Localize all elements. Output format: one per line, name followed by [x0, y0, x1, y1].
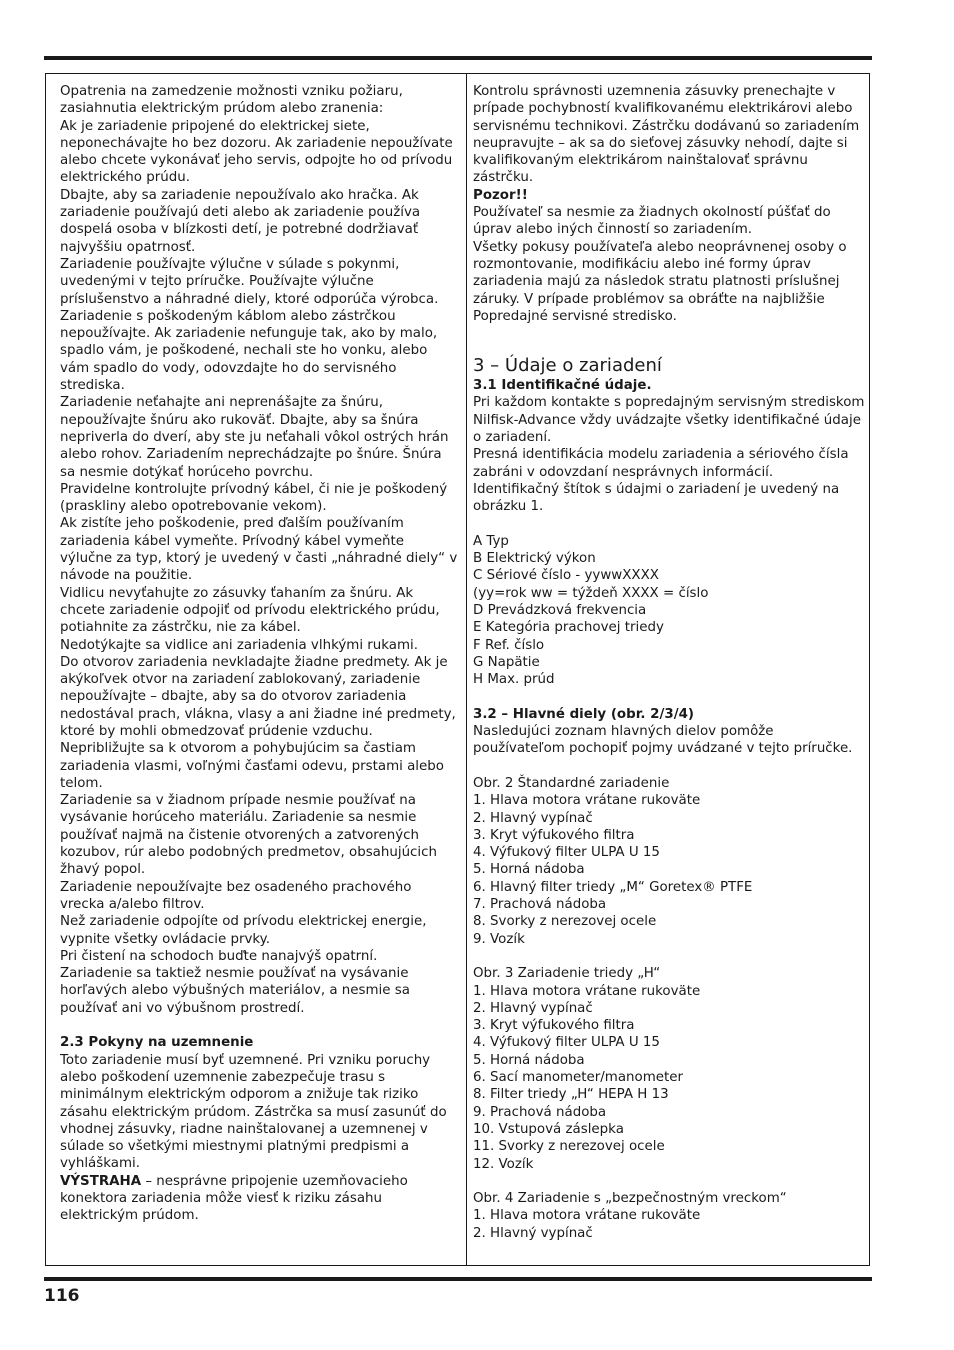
paragraph: 4. Výfukový filter ULPA U 15: [473, 845, 660, 861]
paragraph: 2. Hlavný vypínač: [473, 810, 593, 826]
paragraph: 4. Výfukový filter ULPA U 15: [473, 1035, 660, 1051]
paragraph: 7. Prachová nádoba: [473, 897, 607, 913]
paragraph: Nasledujúci zoznam hlavných dielov pomôže používateľom pochopiť pojmy uvádzané v tejto príručke.: [473, 724, 853, 757]
subsection-heading: Pozor!!: [473, 187, 528, 203]
paragraph: H Max. prúd: [473, 672, 555, 688]
paragraph: 10. Vstupová záslepka: [473, 1121, 624, 1137]
warning-text: – nesprávne pripojenie uzemňovacieho konektora zariadenia môže viesť k riziku zásahu elektrickým prúdom.: [60, 1173, 408, 1224]
subsection-heading: 3.1 Identifikačné údaje.: [473, 378, 652, 394]
paragraph: Zariadenie sa taktiež nesmie používať na vysávanie horľavých alebo výbušných materiálov, a nesmie sa používať ani vo výbušnom prostredí.: [60, 966, 410, 1016]
paragraph: 1. Hlava motora vrátane rukoväte: [473, 1208, 701, 1224]
top-rule: [44, 56, 872, 60]
spacer: [473, 689, 865, 706]
paragraph: F Ref. číslo: [473, 637, 545, 653]
spacer: [473, 1173, 865, 1190]
paragraph: 1. Hlava motora vrátane rukoväte: [473, 983, 701, 999]
paragraph: Zariadenie neťahajte ani neprenášajte za šnúru, nepoužívajte šnúru ako rukoväť. Dbajte, aby sa šnúra nepriverla do dverí, aby ste ju neťahali vôkol ostrých hrán alebo rohov. Zariadením neprechádzajte po šnúre. Šnúra sa nesmie dotýkať horúceho povrchu.: [60, 395, 449, 480]
paragraph: Ak zistíte jeho poškodenie, pred ďalším používaním zariadenia kábel vymeňte. Prívodný kábel vymeňte výlučne za typ, ktorý je uvedený v časti „náhradné diely“ v návode na použitie.: [60, 516, 458, 584]
paragraph: E Kategória prachovej triedy: [473, 620, 664, 636]
paragraph: Zariadenie používajte výlučne v súlade s pokynmi, uvedenými v tejto príručke. Používajte výlučne príslušenstvo a náhradné diely, ktoré odporúča výrobca.: [60, 256, 439, 307]
paragraph: Zariadenie sa v žiadnom prípade nesmie používať na vysávanie horúceho materiálu. Zariadenie sa nesmie používať najmä na čistenie otvorených a zatvorených kozubov, rúr alebo podobných predmetov, obsahujúcich žhavý popol.: [60, 793, 437, 878]
paragraph: 9. Prachová nádoba: [473, 1104, 607, 1120]
paragraph: 6. Hlavný filter triedy „M“ Goretex® PTFE: [473, 879, 753, 895]
paragraph: Toto zariadenie musí byť uzemnené. Pri vzniku poruchy alebo poškodení uzemnenie zabezpečuje trasu s minimálnym elektrickým odporom a znižuje tak riziko zásahu elektrickým prúdom. Zástrčka sa musí zasunúť do vhodnej zásuvky, riadne nainštalovanej a uzemnenej v súlade so všetkými miestnymi platnými predpismi a vyhláškami.: [60, 1052, 447, 1172]
paragraph: (yy=rok ww = týždeň XXXX = číslo: [473, 585, 709, 601]
paragraph: A Typ: [473, 533, 509, 549]
section-heading: 3 – Údaje o zariadení: [473, 355, 662, 377]
paragraph: Nedotýkajte sa vidlice ani zariadenia vlhkými rukami.: [60, 637, 419, 653]
paragraph: 3. Kryt výfukového filtra: [473, 827, 635, 843]
right-column: [473, 83, 865, 1263]
paragraph: Ak je zariadenie pripojené do elektrickej siete, neponechávajte ho bez dozoru. Ak zariadenie nepoužívate alebo chcete vykonávať jeho servis, odpojte ho od prívodu elektrického prúdu.: [60, 118, 453, 186]
paragraph: Dbajte, aby sa zariadenie nepoužívalo ako hračka. Ak zariadenie používajú deti alebo ak zariadenie používa dospelá osoba v blízkosti detí, je potrebné dodržiavať najvyššiu opatrnosť.: [60, 187, 421, 255]
paragraph: Nepribližujte sa k otvorom a pohybujúcim sa častiam zariadenia vlasmi, voľnými časťami odevu, prstami alebo telom.: [60, 741, 444, 791]
paragraph: Pri každom kontakte s popredajným servisným strediskom Nilfisk-Advance vždy uvádzajte všetky identifikačné údaje o zariadení.: [473, 395, 865, 446]
paragraph: 5. Horná nádoba: [473, 1052, 585, 1068]
spacer: [60, 1017, 460, 1034]
paragraph: C Sériové číslo - yywwXXXX: [473, 568, 659, 584]
paragraph: Pri čistení na schodoch buďte nanajvýš opatrní.: [60, 948, 378, 964]
spacer: [473, 948, 865, 965]
paragraph: Zariadenie s poškodeným káblom alebo zástrčkou nepoužívajte. Ak zariadenie nefunguje tak, ako by malo, spadlo vám, je poškodené, nechali ste ho vonku, alebo vám spadlo do vody, odovzdajte ho do servisného strediska.: [60, 308, 438, 394]
paragraph: 3. Kryt výfukového filtra: [473, 1018, 635, 1034]
paragraph: 11. Svorky z nerezovej ocele: [473, 1139, 665, 1155]
paragraph: Používateľ sa nesmie za žiadnych okolností púšťať do úprav alebo iných činností so zariadením.: [473, 205, 831, 238]
paragraph: 2. Hlavný vypínač: [473, 1000, 593, 1016]
paragraph: Presná identifikácia modelu zariadenia a sériového čísla zabráni v odovzdaní nesprávnych informácií.: [473, 447, 849, 480]
paragraph: B Elektrický výkon: [473, 551, 596, 567]
paragraph: G Napätie: [473, 654, 540, 670]
paragraph: Opatrenia na zamedzenie možnosti vzniku požiaru, zasiahnutia elektrickým prúdom alebo zranenia:: [60, 84, 403, 117]
spacer: [473, 325, 865, 355]
paragraph: Do otvorov zariadenia nevkladajte žiadne predmety. Ak je akýkoľvek otvor na zariadení zablokovaný, zariadenie nepoužívajte – dbajte, aby sa do otvorov zariadenia nedostával prach, vlákna, vlasy a ani žiadne iné predmety, ktoré by mohli obmedzovať prúdenie vzduchu.: [60, 654, 456, 739]
paragraph: 8. Svorky z nerezovej ocele: [473, 914, 657, 930]
paragraph: 5. Horná nádoba: [473, 862, 585, 878]
paragraph: Všetky pokusy používateľa alebo neoprávnenej osoby o rozmontovanie, modifikáciu alebo iné formy úprav zariadenia majú za následok stratu platnosti príslušnej záruky. V prípade problémov sa obráťte na najbližšie Popredajné servisné stredisko.: [473, 239, 847, 324]
page-number: 116: [44, 1286, 80, 1306]
spacer: [473, 516, 865, 533]
warning-label: VÝSTRAHA: [60, 1173, 142, 1189]
paragraph: Kontrolu správnosti uzemnenia zásuvky prenechajte v prípade pochybností kvalifikovanému elektrikárovi alebo servisnému technikovi. Zástrčku dodávanú so zariadením neupravujte – ak sa do sieťovej zásuvky nehodí, dajte si kvalifikovaným elektrikárom nainštalovať správnu zástrčku.: [473, 84, 860, 186]
warning-paragraph: [60, 1173, 460, 1225]
subsection-heading: 2.3 Pokyny na uzemnenie: [60, 1035, 254, 1051]
paragraph: 12. Vozík: [473, 1156, 534, 1172]
paragraph: Obr. 2 Štandardné zariadenie: [473, 775, 670, 791]
paragraph: D Prevádzková frekvencia: [473, 603, 647, 619]
column-divider: [466, 73, 467, 1266]
paragraph: 9. Vozík: [473, 931, 525, 947]
paragraph: Zariadenie nepoužívajte bez osadeného prachového vrecka a/alebo filtrov.: [60, 879, 412, 912]
paragraph: Obr. 3 Zariadenie triedy „H“: [473, 966, 661, 982]
paragraph: Vidlicu nevyťahujte zo zásuvky ťahaním za šnúru. Ak chcete zariadenie odpojiť od prívodu elektrického prúdu, potiahnite za zástrčku, nie za kábel.: [60, 585, 440, 636]
bottom-rule: [44, 1277, 872, 1281]
paragraph: 2. Hlavný vypínač: [473, 1225, 593, 1241]
paragraph: Identifikačný štítok s údajmi o zariadení je uvedený na obrázku 1.: [473, 481, 840, 515]
paragraph: Pravidelne kontrolujte prívodný kábel, či nie je poškodený (praskliny alebo opotrebovanie vekom).: [60, 481, 448, 515]
paragraph: 6. Sací manometer/manometer: [473, 1070, 684, 1086]
subsection-heading: 3.2 – Hlavné diely (obr. 2/3/4): [473, 706, 695, 722]
left-column: [60, 83, 460, 1263]
paragraph: Než zariadenie odpojíte od prívodu elektrickej energie, vypnite všetky ovládacie prvky.: [60, 914, 427, 947]
paragraph: Obr. 4 Zariadenie s „bezpečnostným vreckom“: [473, 1191, 787, 1207]
paragraph: 8. Filter triedy „H“ HEPA H 13: [473, 1087, 669, 1103]
spacer: [473, 758, 865, 775]
paragraph: 1. Hlava motora vrátane rukoväte: [473, 793, 701, 809]
